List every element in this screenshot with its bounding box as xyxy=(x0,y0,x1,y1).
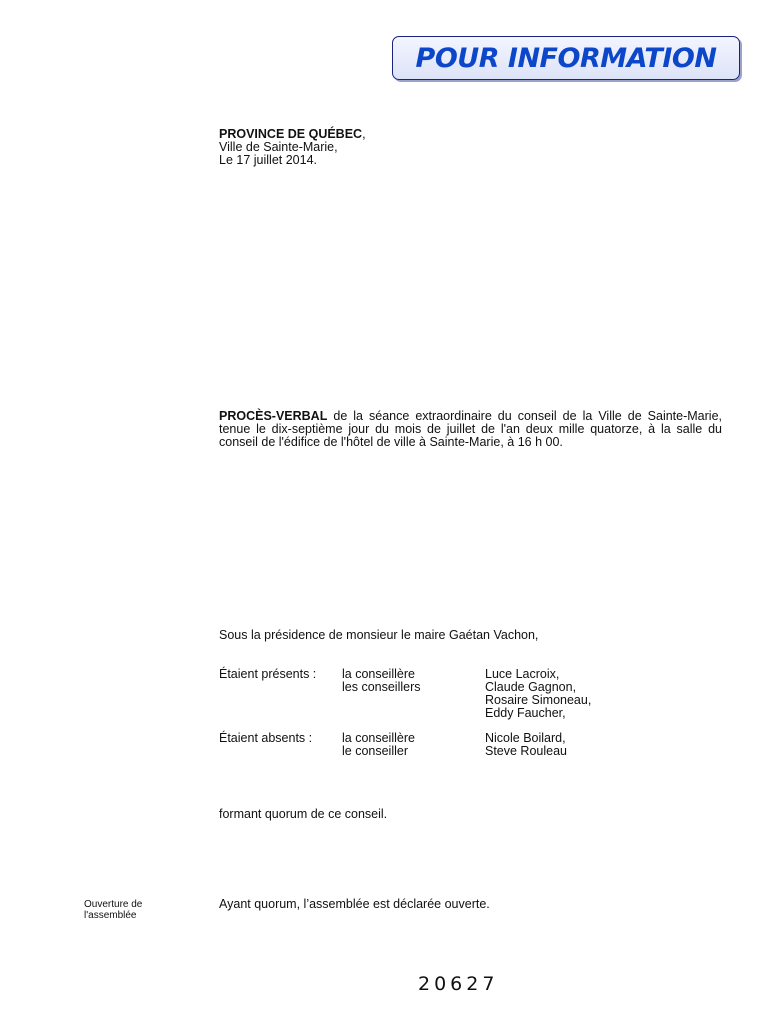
city-line: Ville de Sainte-Marie, xyxy=(219,140,338,154)
margin-note-line: l'assemblée xyxy=(84,910,137,921)
province-name: PROVINCE DE QUÉBEC xyxy=(219,127,363,141)
present-name: Luce Lacroix, xyxy=(485,667,560,681)
presents-role: la conseillère xyxy=(342,667,415,681)
document-header xyxy=(219,128,366,167)
present-name: Claude Gagnon, xyxy=(485,680,577,694)
present-name: Rosaire Simoneau, xyxy=(485,693,592,707)
absents-block xyxy=(219,732,739,758)
presents-roles xyxy=(342,668,421,694)
quorum-line: formant quorum de ce conseil. xyxy=(219,807,388,821)
proces-verbal-paragraph xyxy=(219,410,722,449)
presents-label: Étaient présents : xyxy=(219,667,317,681)
absent-name: Steve Rouleau xyxy=(485,744,568,758)
presidence-line: Sous la présidence de monsieur le maire Gaétan Vachon, xyxy=(219,628,539,642)
absents-roles xyxy=(342,732,415,758)
absents-role: le conseiller xyxy=(342,744,409,758)
presents-names xyxy=(485,668,591,720)
absents-role: la conseillère xyxy=(342,731,415,745)
present-name: Eddy Faucher, xyxy=(485,706,566,720)
page-number: 20627 xyxy=(418,973,499,995)
margin-note xyxy=(84,899,142,921)
opening-line: Ayant quorum, l’assemblée est déclarée ouverte. xyxy=(219,897,490,911)
date-line: Le 17 juillet 2014. xyxy=(219,153,317,167)
pour-information-stamp xyxy=(392,36,740,80)
absents-label: Étaient absents : xyxy=(219,731,313,745)
margin-note-line: Ouverture de xyxy=(84,899,143,910)
presents-block xyxy=(219,668,739,720)
absents-names xyxy=(485,732,567,758)
proces-verbal-body: de la séance extraordinaire du conseil de la Ville de Sainte-Marie, tenue le dix-septième jour du mois de juillet de l'an deux mille quatorze, à la salle du conseil de l'édifice de l'hôtel de ville à Sainte-Marie, à 16 h 00. xyxy=(219,409,722,449)
stamp-text: POUR INFORMATION xyxy=(415,42,717,74)
absent-name: Nicole Boilard, xyxy=(485,731,566,745)
presents-role: les conseillers xyxy=(342,680,421,694)
proces-verbal-title: PROCÈS-VERBAL xyxy=(219,409,328,423)
province-suffix: , xyxy=(362,127,366,141)
